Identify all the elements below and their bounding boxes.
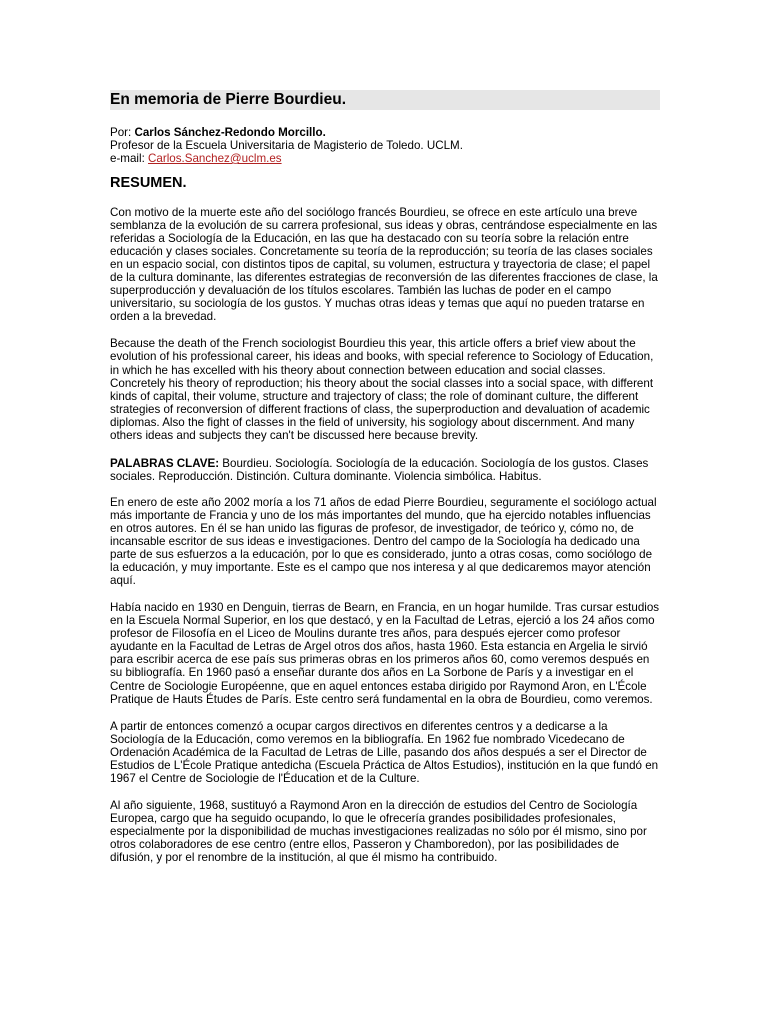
keywords-label: PALABRAS CLAVE: [110,456,220,470]
body-paragraph: Al año siguiente, 1968, sustituyó a Raymond Aron en la dirección de estudios del Centro de Sociología Europea, cargo que ha seguido ocupando, lo que le ofrecería grandes posibilidades profesionales, especialmente por la disponibilidad de muchas investigaciones realizadas no sólo por él mismo, sino por otros colaboradores de ese centro (entre ellos, Passeron y Chamboredon), por las posibilidades de difusión, y por el renombre de la institución, al que él mismo ha contribuido. [110,798,647,865]
keywords-text: Bourdieu. Sociología. Sociología de la educación. Sociología de los gustos. Clases sociales. Reproducción. Distinción. Cultura dominante. Violencia simbólica. Habitus. [110,456,649,483]
document-title: En memoria de Pierre Bourdieu. [110,90,660,110]
abstract-spanish: Con motivo de la muerte este año del sociólogo francés Bourdieu, se ofrece en este artículo una breve semblanza de la evolución de su carrera profesional, sus ideas y obras, centrándose especialmente en las referidas a Sociología de la Educación, en las que ha destacado con su teoría sobre la relación entre educación y clases sociales. Concretamente su teoría de la reproducción; su teoría de las clases sociales en un espacio social, con distintos tipos de capital, su volumen, estructura y trayectoria de clase; el papel de la cultura dominante, las diferentes estrategias de reconversión de las diferentes fracciones de clase, la superproducción y devaluación de los títulos escolares. También las luchas de poder en el campo universitario, su sociología de los gustos. Y muchas otras ideas y temas que aquí no pueden tratarse en orden a la brevedad. [110,206,658,324]
author-name: Carlos Sánchez-Redondo Morcillo. [134,126,326,139]
author-line [110,126,660,139]
keywords-paragraph [110,457,660,483]
email-line [110,152,660,165]
email-link[interactable]: Carlos.Sanchez@uclm.es [148,152,282,165]
body-paragraph: Había nacido en 1930 en Denguin, tierras de Bearn, en Francia, en un hogar humilde. Tras cursar estudios en la Escuela Normal Superior, en los que destacó, y en la Facultad de Letras, ejerció a los 24 años como profesor de Filosofía en el Liceo de Moulins durante tres años, para después ejercer como profesor ayudante en la Facultad de Letras de Argel otros dos años, hasta 1960. Esta estancia en Argelia le sirvió para escribir acerca de ese país sus primeras obras en los primeros años 60, como veremos después en su bibliografía. En 1960 pasó a enseñar durante dos años en La Sorbone de París y a investigar en el Centre de Sociologie Européenne, que en aquel entonces estaba dirigido por Raymond Aron, en L'École Pratique de Hauts Études de París. Este centro será fundamental en la obra de Bourdieu, como veremos. [110,601,660,706]
body-paragraph: A partir de entonces comenzó a ocupar cargos directivos en diferentes centros y a dedicarse a la Sociología de la Educación, como veremos en la bibliografía. En 1962 fue nombrado Vicedecano de Ordenación Académica de la Facultad de Letras de Lille, pasando dos años después a ser el Director de Estudios de L'École Pratique antedicha (Escuela Práctica de Altos Estudios), institución en la que fundó en 1967 el Centre de Sociologie de l'Éducation et de la Culture. [110,719,659,785]
author-affiliation: Profesor de la Escuela Universitaria de Magisterio de Toledo. UCLM. [110,139,463,152]
by-label: Por: [110,126,135,139]
body-paragraph: En enero de este año 2002 moría a los 71 años de edad Pierre Bourdieu, seguramente el sociólogo actual más importante de Francia y uno de los más importantes del mundo, que ha ejercido notables influencias en otros autores. En él se han unido las figuras de profesor, de investigador, de teórico y, cómo no, de incansable escritor de sus ideas e investigaciones. Dentro del campo de la Sociología ha dedicado una parte de sus esfuerzos a la educación, por lo que es considerado, junto a otras cosas, como sociólogo de la educación, y muy importante. Este es el campo que nos interesa y al que dedicaremos mayor atención aquí. [110,495,657,588]
author-block [110,126,660,165]
abstract-english: Because the death of the French sociologist Bourdieu this year, this article offers a brief view about the evolution of his professional career, his ideas and books, with special reference to Sociology of Education, in which he has excelled with his theory about connection between education and social classes. Concretely his theory of reproduction; his theory about the social classes into a social space, with different kinds of capital, their volume, structure and trajectory of class; the role of dominant culture, the different strategies of reconversion of different fractions of class, the superproduction and devaluation of academic diplomas. Also the fight of classes in the field of university, his sogiology about discernment. And many others ideas and subjects they can't be discussed here because brevity. [110,337,654,442]
abstract-heading: RESUMEN. [110,175,187,191]
document-body [110,90,660,864]
email-label: e-mail: [110,152,149,165]
